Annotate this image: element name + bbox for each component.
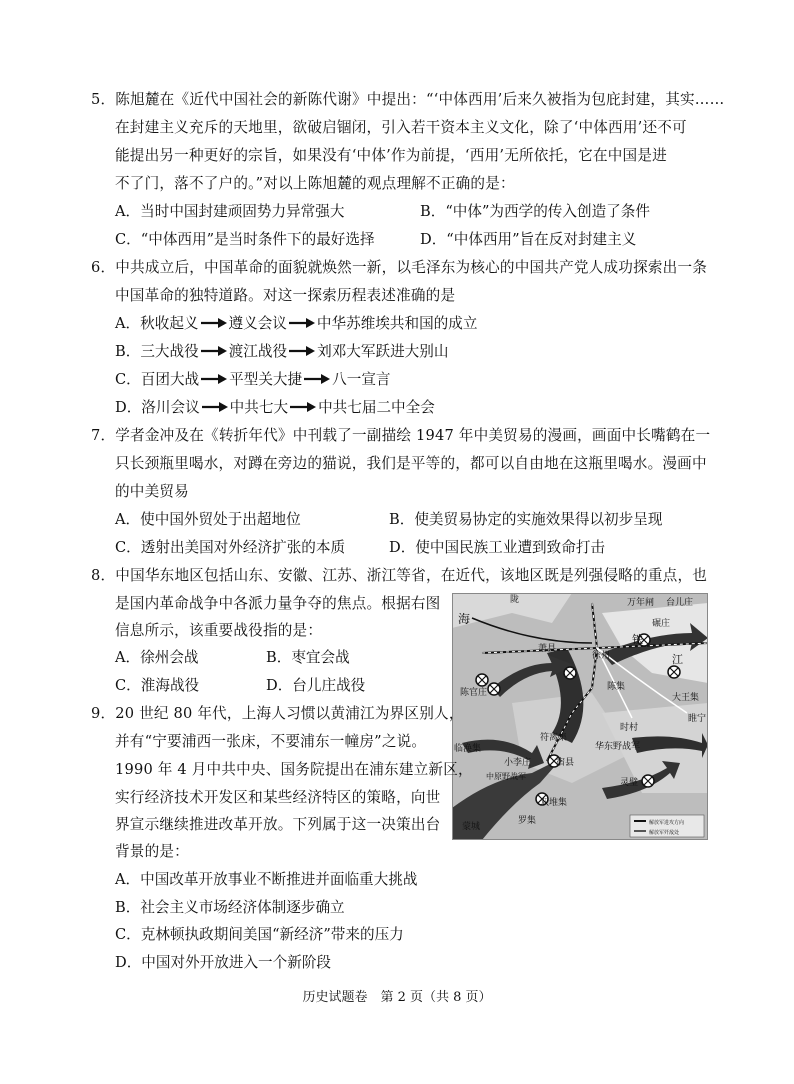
q5-stem-line-3: 能提出另一种更好的宗旨，如果没有‘中体’作为前提，‘西用’无所依托，它在中国是进 [115, 147, 667, 164]
q7-option-a: A．使中国外贸处于出超地位 [115, 511, 301, 528]
page-footer: 历史试题卷 第 2 页（共 8 页） [302, 990, 492, 1005]
arrow-right-icon [201, 318, 227, 328]
q6-option-b [115, 342, 448, 362]
q8-stem-line-3: 信息所示，该重要战役指的是： [115, 622, 323, 639]
q7-option-d: D．使中国民族工业遭到致命打击 [389, 539, 606, 556]
map-label-wanjiahe: 万年闸 [627, 598, 655, 608]
map-label-hai: 海 [458, 612, 471, 626]
q8-option-a: A．徐州会战 [115, 649, 199, 666]
map-label-linhuanji: 临涣集 [454, 744, 482, 754]
map-label-xiaoxian: 萧县 [538, 644, 557, 654]
map-legend-annihilate: 解放军歼敌处 [649, 830, 680, 836]
q9-option-a: A．中国改革开放事业不断推进并面临重大挑战 [115, 871, 418, 888]
q6-option-d [115, 398, 435, 418]
q6-c-step-2: 平型关大捷 [229, 371, 303, 388]
q8-option-b: B．枣宜会战 [266, 649, 350, 666]
q6-stem-line-2: 中国革命的独特道路。对这一探索历程表述准确的是 [115, 287, 456, 304]
map-label-mengcheng: 蒙城 [462, 822, 481, 832]
arrow-right-icon [304, 374, 330, 384]
map-label-tie: 铁 [632, 633, 643, 646]
q6-d-step-3: 中共七届二中全会 [318, 399, 435, 416]
arrow-right-icon [201, 374, 227, 384]
q5-option-b: B．“中体”为西学的传入创造了条件 [420, 203, 650, 220]
q5-stem-line-4: 不了门，落不了户的。”对以上陈旭麓的观点理解不正确的是： [115, 175, 515, 192]
q6-b-step-3: 刘邓大军跃进大别山 [317, 343, 449, 360]
q6-c-step-1: C．百团大战 [115, 371, 200, 388]
q8-option-c: C．淮海战役 [115, 677, 200, 694]
map-label-suxian: 宿县 [556, 758, 575, 768]
q9-stem-line-5: 界宣示继续推进改革开放。下列属于这一决策出台 [115, 816, 441, 833]
q6-b-step-2: 渡江战役 [228, 343, 288, 360]
q6-d-step-1: D．洛川会议 [115, 399, 200, 416]
q6-stem-line-1: 6．中共成立后，中国革命的面貌就焕然一新，以毛泽东为核心的中国共产党人成功探索出一条 [91, 259, 708, 276]
q9-stem-line-1: 9．20 世纪 80 年代，上海人习惯以黄浦江为界区别人， [91, 705, 464, 722]
map-label-fuliji: 符离集 [540, 733, 568, 743]
q6-option-a [115, 314, 477, 334]
q7-option-b: B．使美贸易协定的实施效果得以初步呈现 [389, 511, 663, 528]
q6-a-step-1: A．秋收起义 [115, 315, 199, 332]
q7-stem-line-2: 只长颈瓶里喝水，对蹲在旁边的猫说，我们是平等的，都可以自由地在这瓶里喝水。漫画中 [115, 455, 707, 472]
map-label-lu: 陇 [510, 595, 520, 605]
q9-stem-line-4: 实行经济技术开发区和某些经济特区的策略，向世 [115, 789, 441, 806]
battle-map [452, 593, 708, 840]
arrow-right-icon [201, 346, 227, 356]
q6-option-c [115, 370, 391, 390]
map-label-huadong: 华东野战军 [595, 742, 641, 752]
arrow-right-icon [290, 402, 316, 412]
q8-stem-line-2: 是国内革命战争中各派力量争夺的焦点。根据右图 [115, 595, 441, 612]
q7-stem-line-1: 7．学者金冲及在《转折年代》中刊载了一副描绘 1947 年中美贸易的漫画，画面中长嘴鹤在一 [91, 427, 711, 444]
q6-a-step-2: 遵义会议 [228, 315, 287, 332]
map-label-taierzhuang: 台儿庄 [666, 598, 694, 608]
arrow-right-icon [289, 346, 315, 356]
q5-option-d: D．“中体西用”旨在反对封建主义 [420, 231, 637, 248]
map-label-dawangji: 大王集 [672, 693, 700, 703]
q9-option-b: B．社会主义市场经济体制逐步确立 [115, 899, 345, 916]
q5-stem-line-1: 5．陈旭麓在《近代中国社会的新陈代谢》中提出：“‘中体西用’后来久被指为包庇封建，其实…… [91, 91, 725, 108]
map-label-nianzhuang: 碾庄 [652, 619, 671, 629]
q6-b-step-1: B．三大战役 [115, 343, 199, 360]
q7-option-c: C．透射出美国对外经济扩张的本质 [115, 539, 346, 556]
q6-a-step-3: 中华苏维埃共和国的成立 [316, 315, 478, 332]
map-label-chenji: 陈集 [607, 682, 626, 692]
map-label-lingbi: 灵璧 [620, 778, 639, 788]
map-label-jiang: 江 [672, 653, 683, 666]
map-label-chenguanzhuang: 陈官庄 [460, 688, 488, 698]
q9-stem-line-2: 并有“宁要浦西一张床，不要浦东一幢房”之说。 [115, 733, 427, 750]
q9-option-d: D．中国对外开放进入一个新阶段 [115, 954, 332, 971]
q7-stem-line-3: 的中美贸易 [115, 483, 189, 500]
arrow-right-icon [202, 402, 228, 412]
arrow-right-icon [289, 318, 315, 328]
q6-d-step-2: 中共七大 [229, 399, 289, 416]
q5-option-c: C．“中体西用”是当时条件下的最好选择 [115, 231, 375, 248]
q6-c-step-3: 八一宣言 [332, 371, 391, 388]
q5-option-a: A．当时中国封建顽固势力异常强大 [115, 203, 345, 220]
q8-stem-line-1: 8．中国华东地区包括山东、安徽、江苏、浙江等省，在近代，该地区既是列强侵略的重点，也 [91, 567, 708, 584]
q9-stem-line-6: 背景的是： [115, 843, 189, 860]
map-legend-attack: 解放军进攻方向 [649, 820, 685, 826]
map-label-luoji: 罗集 [518, 816, 537, 826]
q9-stem-line-3: 1990 年 4 月中共中央、国务院提出在浦东建立新区， [115, 761, 473, 778]
map-label-xuzhou: 徐州 [592, 651, 611, 661]
q5-stem-line-2: 在封建主义充斥的天地里，欲破启锢闭，引入若干资本主义文化，除了‘中体西用’还不可 [115, 119, 687, 136]
q9-option-c: C．克林顿执政期间美国“新经济”带来的压力 [115, 926, 404, 943]
map-label-shicun: 时村 [620, 723, 639, 733]
map-label-shuangduiji: 双堆集 [540, 798, 568, 808]
q8-option-d: D．台儿庄战役 [266, 677, 366, 694]
map-label-suining: 睢宁 [688, 714, 707, 724]
map-label-xiaolizhuang: 小李庄 [504, 758, 532, 768]
map-label-zhongyuan: 中原野战军 [486, 772, 526, 781]
